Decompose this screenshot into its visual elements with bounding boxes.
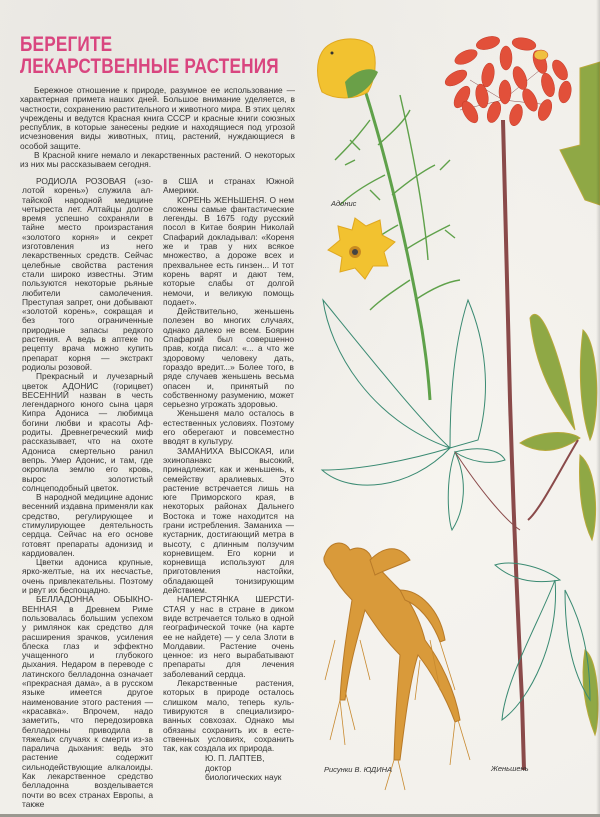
author-degree: доктор: [205, 762, 232, 773]
text-column-1: [22, 177, 153, 809]
paragraph-zamanikha: ЗАМАНИХА ВЫСОКАЯ, или эхинопанакс высокий, принадлежит, как и женьшень, к семейству аралиевых. Это растение встречается лишь на юге Приморского края, в некоторых районах Дальнего Востока и тоже находится на грани истребления. Заманиха — кустарник, достигающий метра в высоту, с длинным ползучим корневищем. Его корни и корневища используют для приготовления настойки, обладающей тонизирующим действием.: [163, 445, 294, 596]
caption-ginseng: Женьшень: [491, 764, 529, 773]
paragraph-ginseng: КОРЕНЬ ЖЕНЬШЕНЯ. О нем сложены самые фантастические легенды. В 1675 году русский посол в Китае боярин Николай Спафарий докладывал: «Кореня же и трав у них всякое множество, а дороже всех и прехвальнее есть гинзен... И тот корень варят и дают тем, которые слабы от долгой немочи, и великую помощь подает».: [163, 194, 294, 307]
paragraph-belladonna: БЕЛЛАДОННА ОБЫКНОВЕННАЯ в Древнем Риме пользовалась большим успехом у римлянок как средство для расширения зрачков, усиления блеска глаз и эффектно учащенного и глубокого дыхания. Недаром в переводе с латинского белладонна означает «прекрасная дама», а в русском языке имеется другое наименование этого растения — «красавка». Впрочем, надо заметить, что передозировка белладонны приводила в тяжелых случаях к смерти из-за паралича дыхания: ведь это растение содержит сильнодействующие алкалоиды. Как лекарственное средство белладонна возделывается почти во всех странах Европы, а также: [22, 594, 153, 809]
paragraph-digitalis: НАПЕРСТЯНКА ШЕРСТИСТАЯ у нас в стране в диком виде встречается только в одной географической точке (на карте ее не найдете) — у села Злоти в Молдавии. Растение очень ценное: из него вырабатывают препараты для лечения заболеваний сердца.: [163, 594, 294, 679]
caption-adonis: Адонис: [331, 199, 357, 208]
author-degree: биологических наук: [205, 772, 282, 783]
article-lead: [20, 86, 295, 170]
paragraph-ginseng-3: Женьшеня мало осталось в естественных условиях. Поэтому его оберегают и повсеместно вводят в культуру.: [163, 408, 294, 447]
paragraph-ginseng-2: Действительно, женьшень полезен во многих случаях, однако далеко не всем. Боярин Спафарий был совершенно прав, когда писал: «... а что же здоровому человеку дать, гораздо вредит...» Более того, в ряде случаев женьшень весьма опасен и, принятый по собственному разумению, может серьезно угрожать здоровью.: [163, 306, 294, 410]
ginseng-leaves: [520, 62, 600, 735]
paragraph-adonis-medicine: В народной медицине адонис весенний издавна применяли как средство, регулирующее и стимулирующее деятельность сердца. Сейчас на его основе готовят препараты адонизид и кардиовален.: [22, 492, 153, 558]
adonis-flower-bottom: [328, 218, 395, 279]
paragraph-adonis: Прекрасный и лучезарный цветок АДОНИС (горицвет) ВЕСЕННИЙ назван в честь легендарного юного сына царя Кипра Адониса — любимца богини любви и красоты Афродиты. Древнегреческий миф рассказывает, что на охоте Адониса смертельно ранил вепрь. Умер Адонис, и там, где окропила землю его кровь, вырос золотистый солнцеподобный цветок.: [22, 371, 153, 493]
botanical-illustration: [300, 0, 600, 817]
paragraph-adonis-flowers: Цветки адониса крупные, ярко-желтые, на их несчастье, очень привлекательны. Поэтому и рвут их беспощадно.: [22, 557, 153, 596]
paragraph-belladonna-cont: в США и странах Южной Америки.: [163, 176, 294, 196]
page-edge-shadow: [596, 0, 600, 817]
ginseng-berries: [443, 34, 573, 127]
author-signature: [205, 754, 281, 783]
title-line-2: ЛЕКАРСТВЕННЫЕ РАСТЕНИЯ: [20, 55, 279, 78]
paragraph-conclusion: Лекарственные растения, которых в природе осталось слишком мало, теперь культивируются в специализированных совхозах. Однако мы обязаны сохранить их в естественных условиях, сохранить так, как создала их природа.: [163, 678, 294, 754]
author-name: Ю. П. ЛАПТЕВ,: [205, 753, 265, 763]
paragraph-rhodiola: РОДИОЛА РОЗОВАЯ («золотой корень») служила алтайской народной медицине четыреста лет. Алтайцы долгое время успешно сохраняли в тайне место произрастания «золотого корня» и секрет изготовления из него лекарственных средств. Сейчас целебные свойства растения стали широко известны. Этим пользуются некоторые рьяные любители самолечения. Преступая запрет, они добывают «золотой корень», сокращая и без того ограниченные природные запасы редкого растения. А ведь в аптеке по рецепту врача можно купить препарат корня — экстракт родиолы розовой.: [22, 176, 153, 372]
lead-paragraph: Бережное отношение к природе, разумное ее использование — характерная примета наших дней. Большое внимание уделяется, в частности, сохранению растительного и животного мира. В этих целях учреждены и ведутся Красная книга СССР и красные книги союзных республик, в которые занесены редкие и находящиеся под угрозой исчезновения виды животных, птиц, растений, нуждающиеся в особой защите.: [20, 85, 295, 151]
adonis-flower-top: [318, 39, 379, 98]
lead-paragraph: В Красной книге немало и лекарственных растений. О некоторых из них мы рассказываем сегодня.: [20, 150, 295, 170]
title-line-1: БЕРЕГИТЕ: [20, 33, 113, 56]
ginseng-root: [324, 543, 460, 760]
illustration-credit: Рисунки В. ЮДИНА: [324, 765, 392, 774]
article-title: [20, 34, 279, 78]
text-column-2: [163, 177, 294, 753]
